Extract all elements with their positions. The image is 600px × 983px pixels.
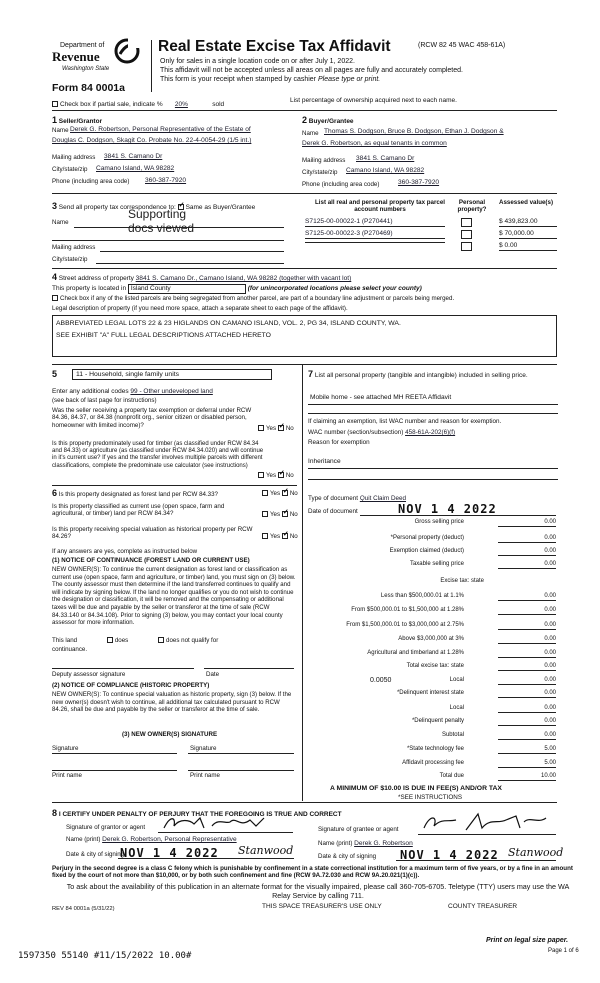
doc-date-label: Date of document bbox=[308, 508, 358, 515]
new-owner-print-1: Print name bbox=[52, 772, 82, 779]
assessed-value-header: Assessed value(s) bbox=[499, 199, 553, 206]
grantor-date-label: Date & city of signing bbox=[66, 851, 125, 858]
title-reference: (RCW 82 45 WAC 458-61A) bbox=[418, 42, 506, 49]
tax-row bbox=[300, 561, 556, 571]
delinquent-local-row: Local 0.00 bbox=[300, 705, 556, 715]
tax-row-label: *Personal property (deduct) bbox=[390, 535, 464, 541]
tax-row bbox=[300, 636, 556, 646]
tax-row-value[interactable]: 0.00 bbox=[498, 519, 556, 527]
tax-row-label: Less than $500,000.01 at 1.1% bbox=[380, 593, 464, 599]
grantor-name-value[interactable]: Derek G. Robertson, Personal Representative bbox=[102, 836, 237, 843]
legal-paper-note: Print on legal size paper. bbox=[486, 937, 569, 944]
exemption-claim-label: If claiming an exemption, list WAC number and reason for exemption. bbox=[308, 418, 502, 425]
revision-label: REV 84 0001a (5/31/22) bbox=[52, 906, 115, 912]
tax-row-value[interactable]: 0.00 bbox=[498, 650, 556, 658]
buyer-name-label: Name bbox=[302, 130, 319, 137]
current-use-yes-checkbox[interactable] bbox=[262, 511, 268, 517]
tax-row-value[interactable]: 0.00 bbox=[498, 548, 556, 556]
tax-row bbox=[300, 535, 556, 545]
section-3-heading: 3 Send all property tax correspondence to: ✓ Same as Buyer/Grantee bbox=[52, 201, 255, 212]
historic-no-checkbox[interactable] bbox=[282, 533, 288, 539]
grantee-signature[interactable] bbox=[420, 812, 550, 834]
tax-row-value[interactable]: 0.00 bbox=[498, 636, 556, 644]
notice-1-title: (1) NOTICE OF CONTINUANCE (FOREST LAND OR CURRENT USE) bbox=[52, 557, 250, 564]
segregated-checkbox[interactable] bbox=[52, 295, 58, 301]
tax-row bbox=[300, 593, 556, 603]
buyer-phone-value[interactable]: 360-387-7920 bbox=[398, 179, 440, 186]
grantor-date-stamp: NOV 1 4 2022 bbox=[120, 846, 219, 860]
section-3-city-label: City/state/zip bbox=[52, 256, 88, 263]
current-use-question: Is this property classified as current use (open space, farm and agricultural, or timber) land per RCW 84.34? bbox=[52, 503, 225, 518]
historic-yes-checkbox[interactable] bbox=[262, 533, 268, 539]
see-instructions-note: *SEE INSTRUCTIONS bbox=[398, 794, 463, 801]
buyer-mailing-label: Mailing address bbox=[302, 157, 346, 164]
assessed-value[interactable]: $ 70,000.00 bbox=[499, 230, 557, 239]
notice-2: This affidavit will not be accepted unless all areas on all pages are fully and accurately completed. bbox=[160, 67, 463, 74]
tax-row-label: Total excise tax: state bbox=[406, 663, 464, 669]
parcel-row bbox=[305, 230, 557, 241]
seller-mailing-value[interactable]: 3841 S. Camano Dr bbox=[104, 153, 163, 160]
revenue-logo-icon bbox=[114, 38, 140, 64]
wac-row: WAC number (section/subsection) 458-61A-202(6)(f) bbox=[308, 429, 456, 436]
new-owner-print-2: Print name bbox=[190, 772, 220, 779]
tax-row-label: Taxable selling price bbox=[409, 561, 464, 567]
section-5-number: 5 bbox=[52, 369, 58, 379]
page-title: Real Estate Excise Tax Affidavit bbox=[158, 38, 391, 55]
notice-1-body: NEW OWNER(S): To continue the current designation as forest land or classification as current use (open space, farm and agriculture, or timber) land, you must sign on (3) below. The county assessor must then determine if the land transferred continues to qualify and will indicate by signing below. If the land no longer qualifies or you do not wish to continue the designation or classification, it will be removed and the compensating or additional taxes will be due and payable by the seller or transferor at the time of sale (RCW 84.33.140 or 84.34.108). Prior to signing (3) below, you may contact your local county assessor for more information. bbox=[52, 566, 296, 627]
minimum-due-note: A MINIMUM OF $10.00 IS DUE IN FEE(S) AND/OR TAX bbox=[330, 785, 502, 792]
local-tax-value[interactable]: 0.00 bbox=[498, 677, 556, 685]
parcel-number[interactable]: S7125-00-00022-3 (P270469) bbox=[305, 230, 445, 239]
partial-percent[interactable]: 20% bbox=[174, 101, 188, 108]
tax-row-label: Agricultural and timberland at 1.28% bbox=[367, 650, 464, 656]
tax-row bbox=[300, 622, 556, 632]
notice-1: Only for sales in a single location code on or after July 1, 2022. bbox=[160, 58, 355, 65]
tax-row bbox=[300, 607, 556, 617]
does-not-checkbox[interactable] bbox=[158, 637, 164, 643]
grantee-city[interactable]: Stanwood bbox=[508, 846, 564, 859]
timber-yes-checkbox[interactable] bbox=[258, 472, 264, 478]
tax-row-label: Gross selling price bbox=[414, 519, 464, 525]
delinquent-penalty-row: *Delinquent penalty 0.00 bbox=[300, 718, 556, 728]
grantor-name-row: Name (print) Derek G. Robertson, Personal Representative bbox=[66, 836, 237, 843]
tax-row-value[interactable]: 0.00 bbox=[498, 535, 556, 543]
personal-property-checkbox[interactable] bbox=[461, 218, 472, 227]
list-percentage-note: List percentage of ownership acquired next to each name. bbox=[290, 97, 457, 104]
reason-value[interactable]: Inheritance bbox=[308, 458, 341, 465]
forest-answer: Yes ✓ No bbox=[262, 490, 298, 497]
dept-line-1: Department of bbox=[60, 42, 105, 49]
tax-row-label: From $1,500,000.01 to $3,000,000 at 2.75% bbox=[346, 622, 464, 628]
deputy-date-label: Date bbox=[206, 671, 220, 678]
historic-answer: Yes ✓ No bbox=[262, 533, 298, 540]
subtotal-row: Subtotal 0.00 bbox=[300, 732, 556, 742]
local-rate: 0.0050 bbox=[370, 677, 392, 684]
assessed-value[interactable]: $ 0.00 bbox=[499, 242, 557, 251]
buyer-name-line-1[interactable]: Thomas S. Dodgson, Bruce B. Dodgson, Ethan J. Dodgson & bbox=[324, 128, 504, 135]
segregated-row: Check box if any of the listed parcels are being segregated from another parcel, are part of a boundary line adjustment or parcels being merged. bbox=[52, 295, 454, 302]
notice-3-title: (3) NEW OWNER(S) SIGNATURE bbox=[122, 731, 218, 738]
buyer-heading: 2 Buyer/Grantee bbox=[302, 115, 354, 125]
new-owner-signature-2: Signature bbox=[190, 745, 217, 752]
continuance-label: continuance. bbox=[52, 646, 88, 653]
agency-logo bbox=[52, 38, 142, 82]
form-number: Form 84 0001a bbox=[52, 82, 125, 94]
tax-row bbox=[300, 519, 556, 529]
grantor-signature[interactable] bbox=[160, 814, 280, 832]
exemption-answer: Yes ✓ No bbox=[258, 425, 294, 432]
technology-fee-row: *State technology fee 5.00 bbox=[300, 746, 556, 756]
section-3-mailing-label: Mailing address bbox=[52, 244, 96, 251]
notice-2-body: NEW OWNER(S): To continue special valuation as historic property, sign (3) below. If the new owner(s) doesn't wish to continue, all additional tax calculated pursuant to RCW 84.26, shall be due and payable by the seller or transferor at the time of sale. bbox=[52, 691, 292, 714]
buyer-city-value[interactable]: Camano Island, WA 98282 bbox=[346, 167, 425, 174]
tax-row-value[interactable]: 0.00 bbox=[498, 663, 556, 671]
doc-type-value[interactable]: Quit Claim Deed bbox=[359, 495, 407, 502]
tax-row bbox=[300, 650, 556, 660]
exemption-question: Was the seller receiving a property tax exemption or deferral under RCW 84.36, 84.37, or 84.38 (nonprofit org., senior citizen or disabled person, homeowner with limited income)? bbox=[52, 407, 252, 429]
grantee-date-label: Date & city of signing bbox=[318, 853, 377, 860]
forest-question: 6 Is this property designated as forest land per RCW 84.33? bbox=[52, 488, 218, 498]
seller-name-line-1[interactable]: Derek G. Robertson, Personal Representative of the Estate of bbox=[70, 126, 251, 133]
section-7-heading: 7 List all personal property (tangible and intangible) included in selling price. bbox=[308, 369, 528, 379]
buyer-phone-label: Phone (including area code) bbox=[302, 181, 380, 188]
county-treasurer-label: COUNTY TREASURER bbox=[448, 903, 518, 910]
tax-row-label: Exemption claimed (deduct) bbox=[389, 548, 464, 554]
total-due-row: Total due 10.00 bbox=[300, 773, 556, 783]
personal-property-checkbox[interactable] bbox=[461, 242, 472, 251]
perjury-notice: Perjury in the second degree is a class C felony which is punishable by confinement in a state correctional institution for a maximum term of five years, or by a fine in an amount fixed by the court of not more than $10,000, or by both such confinement and fine (RCW 9A.72.030 and RCW 9A.20.021(1)(c)). bbox=[52, 865, 573, 880]
seller-phone-value[interactable]: 360-387-7920 bbox=[145, 177, 187, 184]
doc-date-stamp: NOV 1 4 2022 bbox=[398, 502, 497, 516]
alternate-format-notice: To ask about the availability of this publication in an alternate format for the visually impaired, please call 360-705-6705. Teletype (TTY) users may use the WA Relay Service by calling 711. bbox=[66, 882, 570, 900]
forest-yes-checkbox[interactable] bbox=[262, 490, 268, 496]
section-4-street: 4 Street address of property 3841 S. Camano Dr., Camano Island, WA 98282 (together with vacant lot) bbox=[52, 272, 352, 282]
located-in-row: This property is located in Island County (for unincorporated locations please select your county) bbox=[52, 285, 422, 292]
legal-description-label: Legal description of property (if you need more space, attach a separate sheet to each page of the affidavit). bbox=[52, 305, 348, 312]
receipt-number: 1597350 55140 #11/15/2022 10.00# bbox=[18, 951, 192, 961]
forest-no-checkbox[interactable] bbox=[282, 490, 288, 496]
parcel-number[interactable]: S7125-00-00022-1 (P270441) bbox=[305, 218, 445, 227]
treasurer-use-label: THIS SPACE TREASURER'S USE ONLY bbox=[262, 903, 382, 910]
tax-row bbox=[300, 663, 556, 673]
seller-heading: 1 Seller/Grantor bbox=[52, 115, 103, 125]
seller-city-value[interactable]: Camano Island, WA 98282 bbox=[96, 165, 175, 172]
supporting-docs-stamp: Supporting docs viewed bbox=[128, 207, 195, 235]
grantee-name-row: Name (print) Derek G. Robertson bbox=[318, 840, 413, 847]
current-use-no-checkbox[interactable] bbox=[282, 511, 288, 517]
seller-city-label: City/state/zip bbox=[52, 166, 88, 173]
see-back-note: (see back of last page for instructions) bbox=[52, 397, 157, 404]
section-3-name-label: Name bbox=[52, 219, 69, 226]
parcel-row bbox=[305, 218, 557, 229]
parcel-number[interactable] bbox=[305, 242, 445, 243]
notice-2-title: (2) NOTICE OF COMPLIANCE (HISTORIC PROPERTY) bbox=[52, 682, 210, 689]
partial-sale-row: Check box if partial sale, indicate % 20% sold bbox=[52, 101, 224, 109]
certify-row: 8 I CERTIFY UNDER PENALTY OF PERJURY THAT THE FOREGOING IS TRUE AND CORRECT bbox=[52, 808, 342, 818]
page-number: Page 1 of 6 bbox=[548, 948, 579, 954]
parcel-column-header: List all real and personal property tax parcel account numbers bbox=[315, 199, 445, 214]
grantee-date-stamp: NOV 1 4 2022 bbox=[400, 848, 499, 862]
notice-3: This form is your receipt when stamped by cashier Please type or print. bbox=[160, 76, 381, 83]
this-land-row: This land does does not qualify for bbox=[52, 637, 219, 644]
new-owner-signature-1: Signature bbox=[52, 745, 79, 752]
if-yes-note: If any answers are yes, complete as instructed below bbox=[52, 548, 198, 555]
personal-property-value[interactable]: Mobile home - see attached MH REETA Affidavit bbox=[310, 394, 452, 401]
buyer-city-label: City/state/zip bbox=[302, 169, 338, 176]
buyer-name-line-2[interactable]: Derek G. Robertson, as equal tenants in common bbox=[302, 140, 447, 147]
tax-row-value[interactable]: 0.00 bbox=[498, 593, 556, 601]
tax-row-label: From $500,000.01 to $1,500,000 at 1.28% bbox=[351, 607, 464, 613]
seller-mailing-label: Mailing address bbox=[52, 154, 96, 161]
tax-row-label: Excise tax: state bbox=[440, 578, 484, 584]
parcel-row bbox=[305, 242, 557, 253]
exemption-no-checkbox[interactable] bbox=[278, 425, 284, 431]
wac-value[interactable]: 458-61A-202(6)(f) bbox=[405, 429, 456, 436]
tax-row-label: Above $3,000,000 at 3% bbox=[398, 636, 464, 642]
current-use-answer: Yes ✓ No bbox=[262, 511, 298, 518]
timber-answer: Yes ✓ No bbox=[258, 472, 294, 479]
timber-no-checkbox[interactable] bbox=[278, 472, 284, 478]
land-use-select[interactable]: 11 - Household, single family units bbox=[72, 369, 272, 380]
tax-row-value[interactable]: 0.00 bbox=[498, 561, 556, 569]
seller-name-line-2[interactable]: Douglas C. Dodgson, Skagit Co. Probate No. 22-4-0054-29 (1/5 int.) bbox=[52, 137, 252, 144]
historic-question: Is this property receiving special valuation as historical property per RCW 84.26? bbox=[52, 526, 253, 541]
tax-row bbox=[300, 578, 556, 588]
tax-row bbox=[300, 548, 556, 558]
partial-sale-checkbox[interactable] bbox=[52, 101, 58, 107]
deputy-signature-label: Deputy assessor signature bbox=[52, 671, 126, 678]
additional-codes-row: Enter any additional codes 99 - Other undeveloped land bbox=[52, 388, 213, 395]
seller-phone-label: Phone (including area code) bbox=[52, 178, 130, 185]
grantor-city[interactable]: Stanwood bbox=[238, 844, 294, 857]
exemption-yes-checkbox[interactable] bbox=[258, 425, 264, 431]
reason-label: Reason for exemption bbox=[308, 439, 370, 446]
grantor-signature-label: Signature of grantor or agent bbox=[66, 824, 146, 831]
doc-type-row: Type of document Quit Claim Deed bbox=[308, 495, 460, 503]
does-checkbox[interactable] bbox=[107, 637, 113, 643]
dept-line-3: Washington State bbox=[62, 66, 110, 72]
buyer-mailing-value[interactable]: 3841 S. Camano Dr bbox=[356, 155, 415, 162]
tax-row-value[interactable]: 0.00 bbox=[498, 622, 556, 630]
tax-row-value[interactable]: 0.00 bbox=[498, 607, 556, 615]
property-street-value[interactable]: 3841 S. Camano Dr., Camano Island, WA 98282 (together with vacant lot) bbox=[135, 275, 352, 282]
delinquent-state-row: *Delinquent interest state 0.00 bbox=[300, 690, 556, 700]
additional-codes-value[interactable]: 99 - Other undeveloped land bbox=[130, 388, 213, 395]
personal-property-checkbox[interactable] bbox=[461, 230, 472, 239]
county-select[interactable]: Island County bbox=[128, 284, 246, 294]
timber-question: Is this property predominately used for timber (as classified under RCW 84.34 and 84.33) or agriculture (as classified under RCW 84.34.020) and will continue in it's current use? If yes and the transfer involves multiple parcels with different classifications, complete the predominate use calculator (see instructions) bbox=[52, 441, 264, 469]
legal-description-box[interactable]: ABBREVIATED LEGAL LOTS 22 & 23 HIGLANDS ON CAMANO ISLAND, VOL. 2, PG 34, ISLAND COUNTY, WA. SEE EXHIBIT "A" FULL LEGAL DESCRIPTIONS ATTACHED HERETO bbox=[52, 315, 557, 357]
dept-line-2: Revenue bbox=[52, 49, 100, 64]
local-tax-row: 0.0050 Local 0.00 bbox=[370, 677, 556, 684]
assessed-value[interactable]: $ 439,823.00 bbox=[499, 218, 557, 227]
affidavit-fee-row: Affidavit processing fee 5.00 bbox=[300, 760, 556, 770]
personal-property-header: Personal property? bbox=[457, 199, 487, 214]
seller-name-label: Name bbox=[52, 127, 69, 134]
grantee-signature-label: Signature of grantee or agent bbox=[318, 826, 399, 833]
grantee-name-value[interactable]: Derek G. Robertson bbox=[354, 840, 413, 847]
